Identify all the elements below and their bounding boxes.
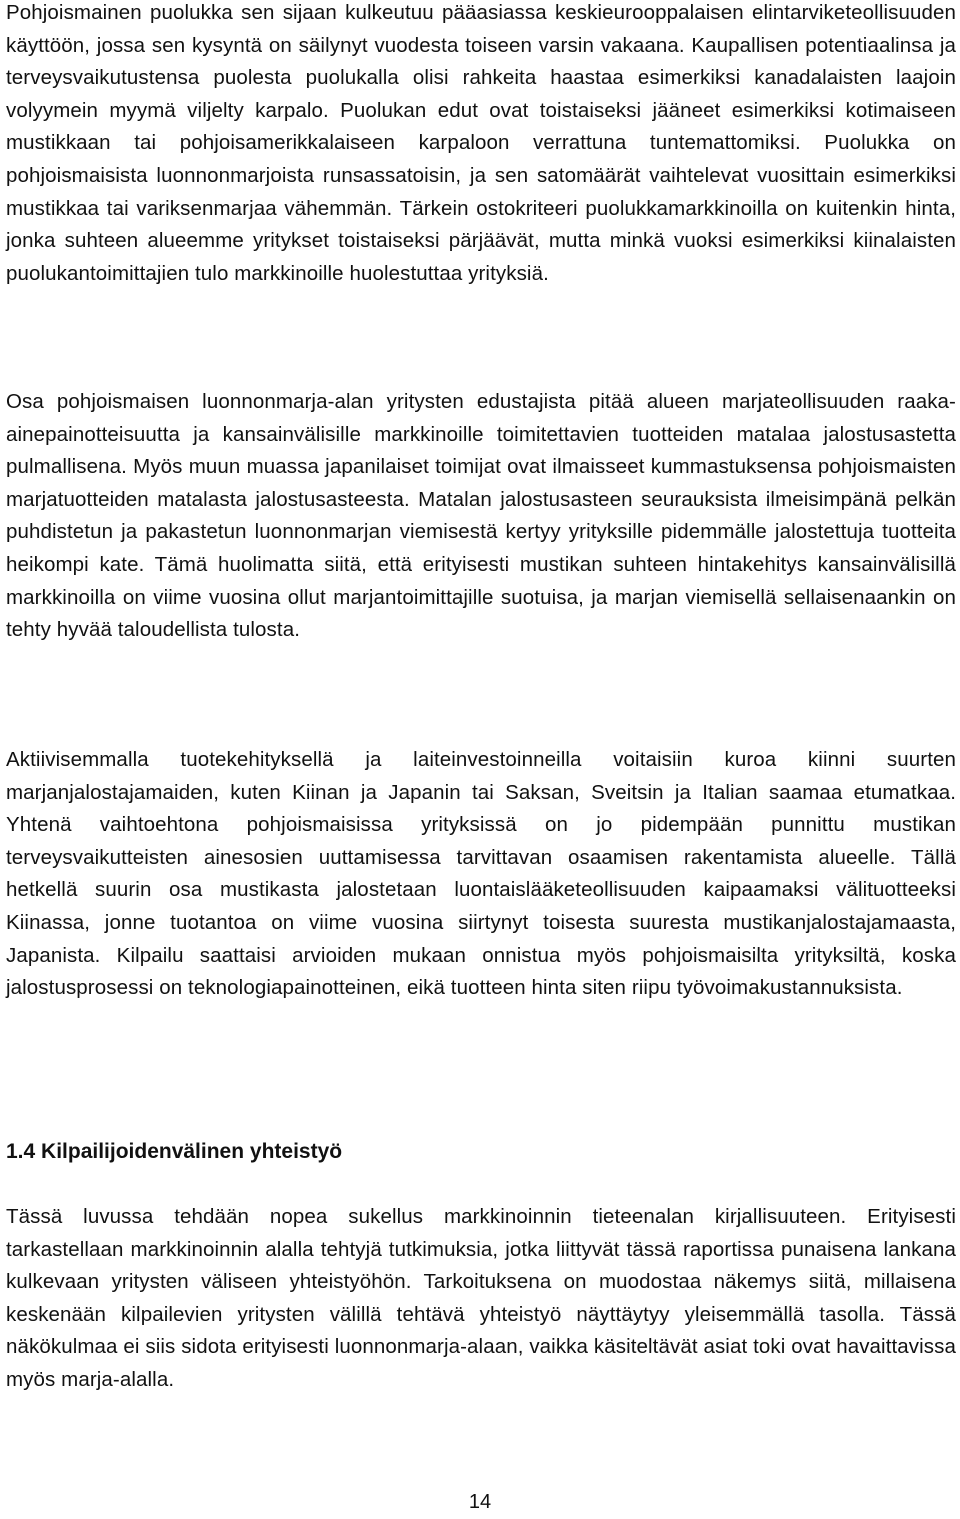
paragraph-kirjallisuus: Tässä luvussa tehdään nopea sukellus markkinoinnin tieteenalan kirjallisuuteen. Erityisesti tarkastellaan markkinoinnin alalla tehtyjä tutkimuksia, jotka liittyvät tässä raportissa punaisena lankana kulkevaan yritysten väliseen yhteistyöhön. Tarkoituksena on muodostaa näkemys siitä, millaisena keskenään kilpailevien yritysten välillä tehtävä yhteistyö näyttäytyy yleisemmällä tasolla. Tässä näkökulmaa ei siis sidota erityisesti luonnonmarja-alaan, vaikka käsiteltävät asiat toki ovat havaittavissa myös marja-alalla. — [6, 1205, 956, 1391]
section-heading: 1.4 Kilpailijoidenvälinen yhteistyö — [6, 1140, 343, 1163]
page-number: 14 — [468, 1491, 492, 1513]
paragraph-jalostusaste: Osa pohjoismaisen luonnonmarja-alan yritysten edustajista pitää alueen marjateollisuuden raaka-ainepainotteisuutta ja kansainvälisille markkinoille toimitettavien tuotteiden matalaa jalostusastetta pulmallisena. Myös muun muassa japanilaiset toimijat ovat ilmaisseet kummastuksensa pohjoismaisten marjatuotteiden matalasta jalostusasteesta. Matalan jalostusasteen seurauksista ilmeisimpänä pelkän puhdistetun ja pakastetun luonnonmarjan viemisestä kertyy yrityksille pidemmälle jalostettuja tuotteita heikompi kate. Tämä huolimatta siitä, että erityisesti mustikan suhteen hintakehitys kansainvälisillä markkinoilla on viime vuosina ollut marjantoimittajille suotuisa, ja marjan viemisellä sellaisenaankin on tehty hyvää taloudellista tulosta. — [6, 390, 956, 642]
document-page — [6, 0, 956, 1519]
paragraph-tuotekehitys: Aktiivisemmalla tuotekehityksellä ja laiteinvestoinneilla voitaisiin kuroa kiinni suurten marjanjalostajamaiden, kuten Kiinan ja Japanin tai Saksan, Sveitsin ja Italian saamaa etumatkaa. Yhtenä vaihtoehtona pohjoismaisissa yrityksissä on jo pidempään punnittu mustikan terveysvaikutteisten ainesosien uuttamisessa tarvittavan osaamisen rakentamista alueelle. Tällä hetkellä suurin osa mustikasta jalostetaan luontaislääketeollisuuden kaipaamaksi välituotteeksi Kiinassa, jonne tuotantoa on viime vuosina siirtynyt toisesta suuresta mustikanjalostajamaasta, Japanista. Kilpailu saattaisi arvioiden mukaan onnistua myös pohjoismaisilta yrityksiltä, koska jalostusprosessi on teknologiapainotteinen, eikä tuotteen hinta siten riipu työvoimakustannuksista. — [6, 748, 956, 1000]
paragraph-puolukka: Pohjoismainen puolukka sen sijaan kulkeutuu pääasiassa keskieurooppalaisen elintarviketeollisuuden käyttöön, jossa sen kysyntä on säilynyt vuodesta toiseen varsin vakaana. Kaupallisen potentiaalinsa ja terveysvaikutustensa puolesta puolukalla olisi rahkeita haastaa esimerkiksi kanadalaisten laajoin volyymein myymä viljelty karpalo. Puolukan edut ovat toistaiseksi jääneet esimerkiksi kotimaiseen mustikkaan tai pohjoisamerikkalaiseen karpaloon verrattuna tuntemattomiksi. Puolukka on pohjoismaisista luonnonmarjoista runsassatoisin, ja sen satomäärät vaihtelevat vuosittain esimerkiksi mustikkaa tai variksenmarjaa vähemmän. Tärkein ostokriteeri puolukkamarkkinoilla on kuitenkin hinta, jonka suhteen alueemme yritykset toistaiseksi pärjäävät, mutta minkä vuoksi esimerkiksi kiinalaisten puolukantoimittajien tulo markkinoille huolestuttaa yrityksiä. — [6, 1, 956, 285]
